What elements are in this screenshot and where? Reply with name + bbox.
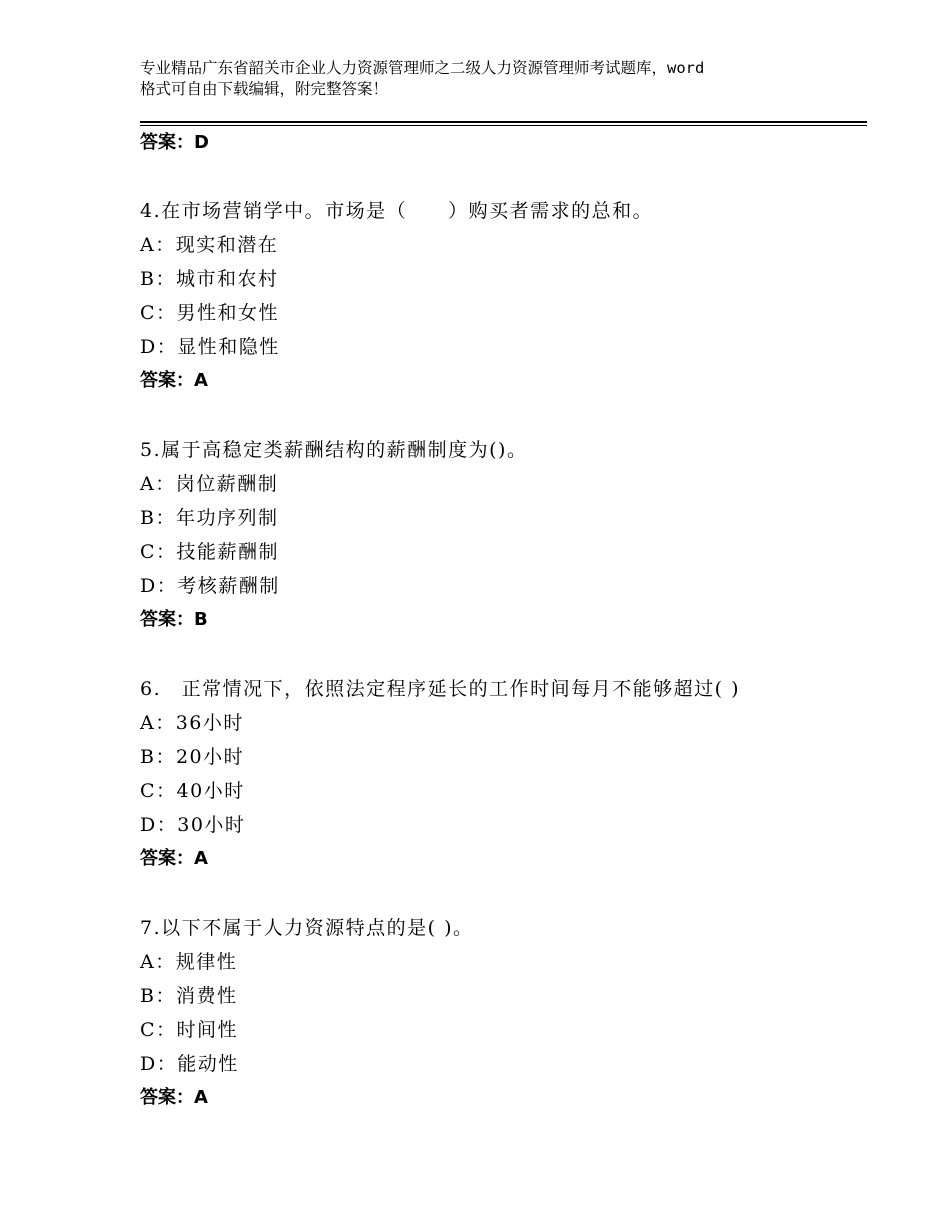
question-answer: 答案：B [140,609,208,630]
header-line-1: 专业精品广东省韶关市企业人力资源管理师之二级人力资源管理师考试题库，word [140,59,705,77]
question-answer: 答案：A [140,1087,208,1108]
question-stem: 4.在市场营销学中。市场是（ ）购买者需求的总和。 [140,200,654,222]
option-b: B：年功序列制 [140,507,279,529]
option-a: A：现实和潜在 [140,234,279,256]
option-c: C：时间性 [140,1019,239,1041]
option-b: B：20小时 [140,746,245,768]
option-b: B：消费性 [140,985,238,1007]
option-b: B：城市和农村 [140,268,279,290]
option-d: D：能动性 [140,1053,239,1075]
question-6 [140,672,860,876]
option-a: A：36小时 [140,712,244,734]
option-c: C：40小时 [140,780,245,802]
document-header [140,58,840,100]
previous-question-answer: 答案：D [140,132,209,153]
header-divider-thin [140,125,867,126]
header-divider-thick [140,121,867,123]
header-line-2: 格式可自由下载编辑，附完整答案！ [140,80,389,98]
option-a: A：规律性 [140,951,238,973]
question-stem: 5.属于高稳定类薪酬结构的薪酬制度为()。 [140,439,528,461]
option-d: D：显性和隐性 [140,336,280,358]
question-4 [140,194,860,398]
question-answer: 答案：A [140,370,208,391]
question-stem: 7.以下不属于人力资源特点的是( )。 [140,917,474,939]
option-c: C：男性和女性 [140,302,280,324]
question-7 [140,911,860,1115]
option-c: C：技能薪酬制 [140,541,280,563]
question-5 [140,433,860,637]
option-a: A：岗位薪酬制 [140,473,279,495]
question-stem: 6. 正常情况下，依照法定程序延长的工作时间每月不能够超过( ) [140,678,740,700]
question-answer: 答案：A [140,848,208,869]
option-d: D：30小时 [140,814,246,836]
option-d: D：考核薪酬制 [140,575,280,597]
